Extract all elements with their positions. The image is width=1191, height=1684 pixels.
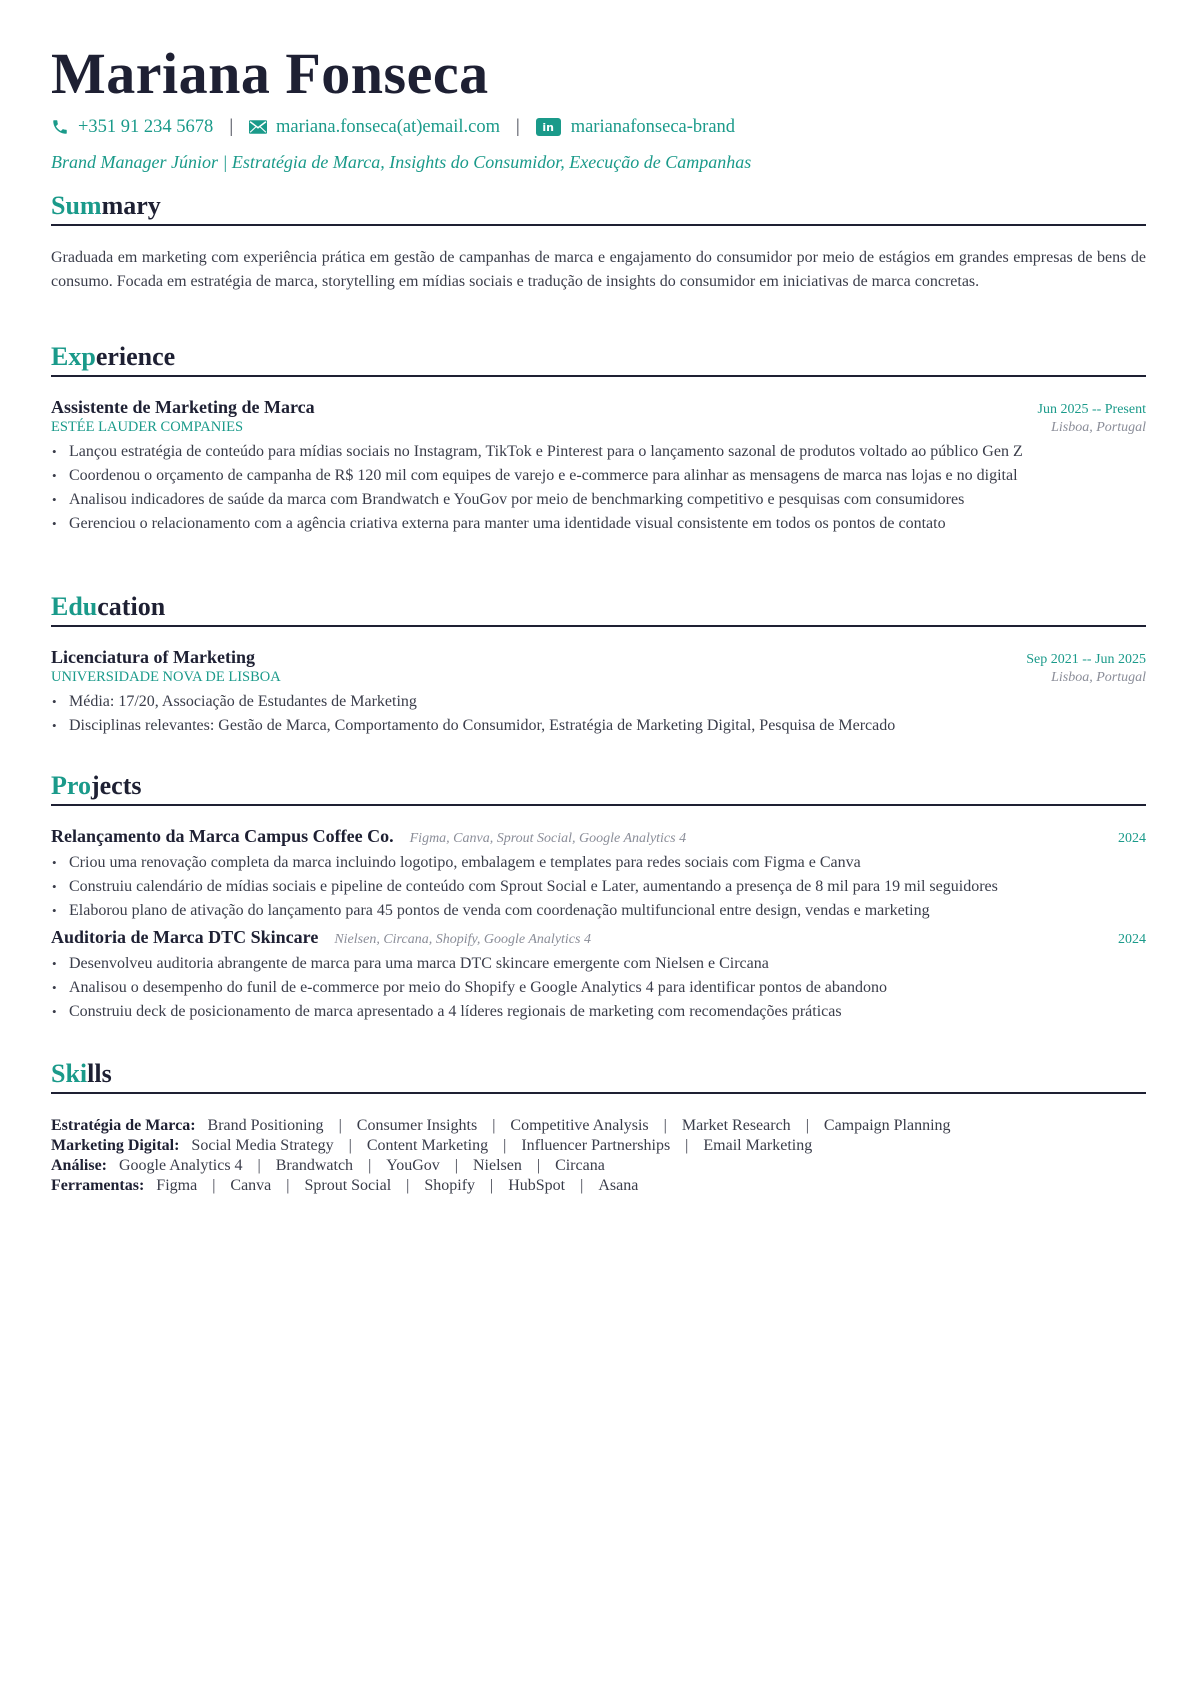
project-bullets [51,952,1146,1024]
skill-item: Content Marketing [366,1137,489,1154]
skills-section [51,1058,1146,1196]
skill-item: Figma [156,1177,198,1194]
skill-separator: | [536,1157,541,1174]
section-title-rest: mary [101,191,161,220]
skill-item: Email Marketing [703,1137,813,1154]
resume-page [51,38,1146,1194]
skill-item: HubSpot [508,1177,566,1194]
skill-separator: | [580,1177,584,1194]
skill-separator: | [685,1137,689,1154]
skill-item: Sprout Social [304,1177,392,1194]
first-name: Mariana [51,41,271,106]
skill-row [51,1156,1146,1176]
last-name: Fonseca [285,41,489,106]
skill-separator: | [257,1157,261,1174]
phone-number: +351 91 234 5678 [78,116,214,137]
email-contact[interactable] [249,117,500,138]
skills-list [51,1116,1146,1196]
section-title [51,341,1146,377]
skill-item: Consumer Insights [356,1117,478,1134]
education-bullets [51,690,1146,738]
email-address: mariana.fonseca(at)email.com [276,116,500,137]
project-name: Auditoria de Marca DTC Skincare [51,927,319,947]
section-title-rest: cation [97,592,166,621]
skill-row [51,1116,1146,1136]
contact-line [51,114,1146,140]
project-tools: Figma, Canva, Sprout Social, Google Analytics 4 [409,831,687,846]
degree-title: Licenciatura of Marketing [51,647,255,667]
skill-category: Estratégia de Marca: [51,1117,196,1134]
skill-item: Circana [555,1157,605,1174]
school-location: Lisboa, Portugal [1051,670,1146,685]
skill-separator: | [348,1137,352,1154]
envelope-icon [249,120,267,134]
list-item: • Elaborou plano de ativação do lançamento para 45 pontos de venda com coordenação multifuncional entre design, vendas e marketing [51,899,1146,923]
linkedin-contact[interactable] [536,117,735,138]
list-item: • Gerenciou o relacionamento com a agência criativa externa para manter uma identidade visual consistente em todos os pontos de contato [51,512,1146,536]
skill-category: Marketing Digital: [51,1137,180,1154]
section-title-accent: Edu [51,592,98,621]
skill-category: Ferramentas: [51,1177,145,1194]
section-title [51,770,1146,806]
section-title-rest: lls [87,1059,112,1088]
skill-item: Nielsen [472,1157,522,1174]
job-dates: Jun 2025 -- Present [1037,402,1146,417]
project-name: Relançamento da Marca Campus Coffee Co. [51,826,394,846]
section-title-rest: jects [90,771,142,800]
skill-item: Shopify [424,1177,476,1194]
summary-text: Graduada em marketing com experiência prática em gestão de campanhas de marca e engajamento do consumidor por meio de estágios em grandes empresas de bens de consumo. Focada em estratégia de marca, storytelling em mídias sociais e tradução de insights do consumidor em iniciativas de marca concretas. [51,249,1146,290]
job-location: Lisboa, Portugal [1051,420,1146,435]
section-title-accent: Exp [51,342,96,371]
section-title-accent: Sum [51,191,102,220]
list-item: • Construiu deck de posicionamento de marca apresentado a 4 líderes regionais de marketing com recomendações práticas [51,1000,1146,1024]
skill-item: Influencer Partnerships [521,1137,671,1154]
project-year: 2024 [1118,932,1146,947]
list-item: • Construiu calendário de mídias sociais e pipeline de conteúdo com Sprout Social e Later, aumentando a presença de 8 mil para 19 mil seguidores [51,875,1146,899]
skill-separator: | [492,1117,496,1134]
project-entry [51,927,1146,1024]
list-item: • Lançou estratégia de conteúdo para mídias sociais no Instagram, TikTok e Pinterest para o lançamento sazonal de produtos voltado ao público Gen Z [51,440,1146,464]
project-bullets [51,851,1146,923]
project-entry [51,826,1146,923]
section-title [51,1058,1146,1094]
skill-item: Google Analytics 4 [119,1157,243,1174]
list-item: • Coordenou o orçamento de campanha de R$ 120 mil com equipes de varejo e e-commerce para alinhar as mensagens de marca nas lojas e no digital [51,464,1146,488]
project-year: 2024 [1118,831,1146,846]
skill-separator: | [368,1157,372,1174]
skill-item: YouGov [386,1157,440,1174]
experience-bullets [51,440,1146,536]
summary-section [51,190,1146,294]
headline: Brand Manager Júnior | Estratégia de Marca, Insights do Consumidor, Execução de Campanhas [51,152,752,172]
skill-item: Brandwatch [275,1157,354,1174]
skill-item: Brand Positioning [207,1117,324,1134]
skill-row [51,1176,1146,1196]
phone-contact[interactable] [51,117,213,138]
skill-item: Campaign Planning [823,1117,951,1134]
skill-separator: | [454,1157,458,1174]
linkedin-icon: in [536,118,561,136]
contact-separator: | [515,116,520,137]
skill-item: Competitive Analysis [510,1117,649,1134]
education-dates: Sep 2021 -- Jun 2025 [1026,652,1146,667]
skill-item: Social Media Strategy [191,1137,334,1154]
skill-row [51,1136,1146,1156]
skill-separator: | [406,1177,410,1194]
projects-section [51,770,1146,1024]
skill-item: Asana [598,1177,639,1194]
job-title: Assistente de Marketing de Marca [51,397,315,417]
skill-item: Market Research [681,1117,791,1134]
skill-separator: | [212,1177,216,1194]
skill-separator: | [663,1117,667,1134]
section-title-accent: Ski [51,1059,88,1088]
section-title-accent: Pro [51,771,91,800]
list-item: • Analisou o desempenho do funil de e-commerce por meio do Shopify e Google Analytics 4 para identificar pontos de abandono [51,976,1146,1000]
education-entry [51,647,1146,738]
phone-icon [51,118,69,136]
school-name: UNIVERSIDADE NOVA DE LISBOA [51,669,281,685]
list-item: • Analisou indicadores de saúde da marca com Brandwatch e YouGov por meio de benchmarking competitivo e pesquisas com consumidores [51,488,1146,512]
section-title [51,190,1146,226]
list-item: • Média: 17/20, Associação de Estudantes de Marketing [51,690,1146,714]
experience-entry [51,397,1146,536]
skill-separator: | [805,1117,809,1134]
education-section [51,591,1146,738]
experience-section [51,341,1146,536]
section-title [51,591,1146,627]
linkedin-handle: marianafonseca-brand [570,116,736,137]
skill-item: Canva [230,1177,272,1194]
list-item: • Criou uma renovação completa da marca incluindo logotipo, embalagem e templates para redes sociais com Figma e Canva [51,851,1146,875]
company-name: ESTÉE LAUDER COMPANIES [51,419,244,435]
skill-separator: | [286,1177,290,1194]
project-tools: Nielsen, Circana, Shopify, Google Analytics 4 [334,932,591,947]
skill-category: Análise: [51,1157,107,1174]
skill-separator: | [503,1137,507,1154]
skill-separator: | [338,1117,342,1134]
list-item: • Disciplinas relevantes: Gestão de Marca, Comportamento do Consumidor, Estratégia de Marketing Digital, Pesquisa de Mercado [51,714,1146,738]
contact-separator: | [229,116,234,137]
skill-separator: | [490,1177,494,1194]
candidate-name [51,38,1146,110]
section-title-rest: erience [95,342,176,371]
list-item: • Desenvolveu auditoria abrangente de marca para uma marca DTC skincare emergente com Nielsen e Circana [51,952,1146,976]
